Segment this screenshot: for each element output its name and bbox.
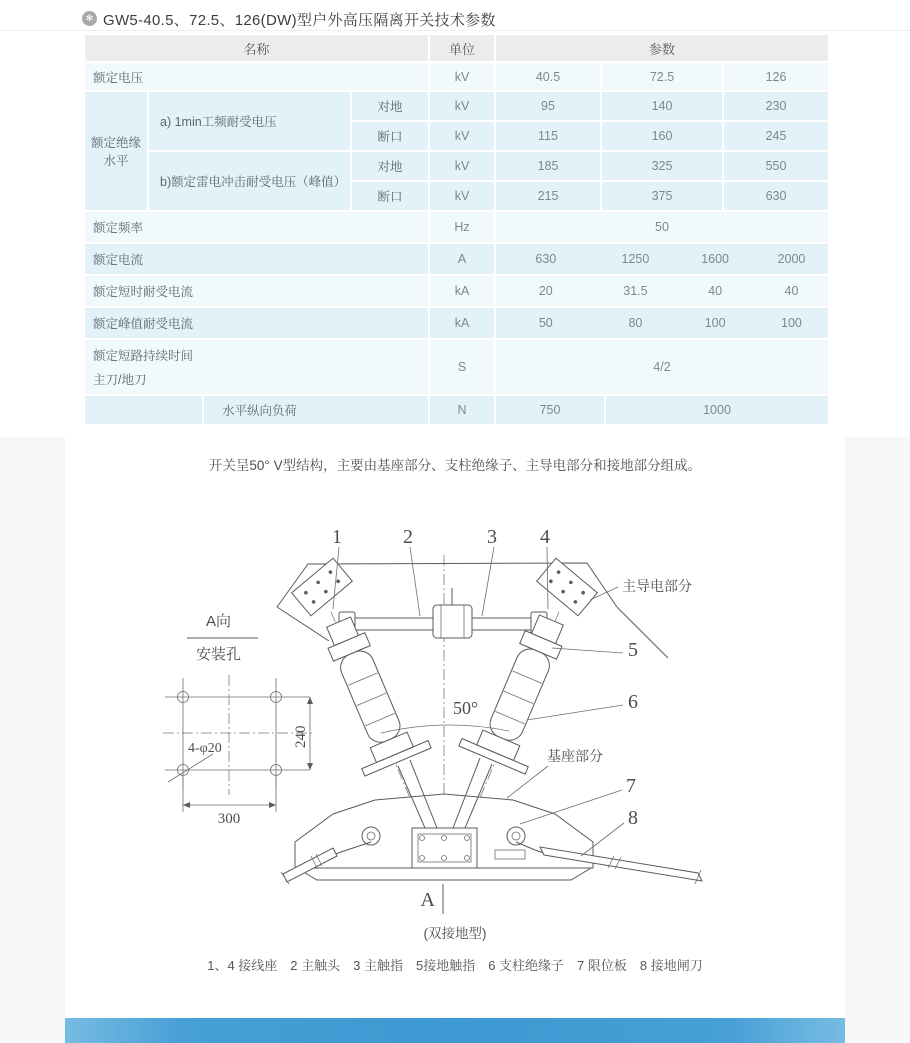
- value-cell: 140: [602, 92, 722, 120]
- value-cell: 31.5: [623, 284, 648, 298]
- row-name-line2: 主刀/地刀: [93, 373, 147, 387]
- position-cell: 断口: [352, 182, 428, 210]
- view-a-marker: [421, 884, 443, 914]
- table-row-rated-current: [85, 244, 828, 274]
- insulation-group-b: [149, 152, 828, 210]
- row-values: [496, 276, 828, 306]
- col-header-param: 参数: [496, 35, 828, 61]
- value-cell: 2000: [777, 252, 806, 266]
- row-unit: kV: [430, 63, 494, 90]
- table-row: [352, 122, 828, 150]
- value-cell: 95: [496, 92, 600, 120]
- row-values: [496, 63, 828, 90]
- section-title-bar: [0, 0, 910, 31]
- value-cell: 215: [496, 182, 600, 210]
- label-view-a: A向: [206, 613, 232, 630]
- table-row-peak-current: [85, 308, 828, 338]
- row-name: 额定峰值耐受电流: [85, 308, 428, 338]
- insulation-groups: [149, 92, 828, 210]
- value-cell: 40: [708, 284, 723, 298]
- lower-section: [0, 437, 910, 1043]
- technical-parameters-table: [85, 35, 828, 424]
- insulation-group-a: [149, 92, 828, 150]
- center-contact-box: [433, 605, 472, 638]
- dim-300: 300: [217, 811, 241, 827]
- structure-diagram: [65, 490, 845, 915]
- label-mounting-holes: 安装孔: [196, 646, 242, 663]
- value-cell-span: 50: [496, 212, 828, 242]
- row-unit: kA: [430, 276, 494, 306]
- figure-legend: 1、4 接线座 2 主触头 3 主触指 5接地触指 6 支柱绝缘子 7 限位板 8 接地闸刀: [207, 958, 703, 973]
- value-cell: 630: [535, 252, 557, 266]
- value-cell: 115: [496, 122, 600, 150]
- callout-1: 1: [332, 526, 342, 548]
- page-title: GW5-40.5、72.5、126(DW)型户外高压隔离开关技术参数: [103, 12, 496, 29]
- callout-8: 8: [628, 807, 638, 829]
- position-cell: 对地: [352, 92, 428, 120]
- row-unit: Hz: [430, 212, 494, 242]
- section-badge-icon: ✻: [82, 11, 97, 26]
- value-cell: 325: [602, 152, 722, 180]
- callout-3: 3: [487, 526, 497, 548]
- base-assembly: [295, 758, 593, 880]
- label-view-marker: A: [420, 889, 435, 911]
- empty-cell: [85, 396, 202, 424]
- figure-intro-text: 开关呈50° V型结构，主要由基座部分、支柱绝缘子、主导电部分和接地部分组成。: [208, 458, 702, 473]
- row-name-line1: 额定短路持续时间: [93, 349, 194, 363]
- row-unit: A: [430, 244, 494, 274]
- label-hole-spec: 4-φ20: [188, 741, 222, 756]
- table-row-rated-frequency: [85, 212, 828, 242]
- value-cell: 100: [781, 316, 802, 330]
- table-row-insulation-level: [85, 92, 828, 210]
- main-conductive-tube: [339, 588, 547, 638]
- row-name: 额定绝缘水平: [85, 92, 147, 210]
- label-main-conductive: 主导电部分: [622, 578, 692, 594]
- row-name: 水平纵向负荷: [204, 396, 428, 424]
- value-cell: 20: [538, 284, 553, 298]
- table-row: [352, 152, 828, 180]
- value-cell: 550: [724, 152, 828, 180]
- callout-7: 7: [626, 775, 636, 797]
- value-cell: 50: [538, 316, 553, 330]
- angle-label: 50°: [453, 698, 479, 718]
- table-row-short-circuit-duration: [85, 340, 828, 394]
- value-cell: 245: [724, 122, 828, 150]
- position-cell: 断口: [352, 122, 428, 150]
- value-cell: 1000: [606, 396, 828, 424]
- callout-2: 2: [403, 526, 413, 548]
- table-row-longitudinal-load: [85, 396, 828, 424]
- col-header-unit: 单位: [430, 35, 494, 61]
- value-cell: 1600: [701, 252, 730, 266]
- value-cell: 80: [628, 316, 643, 330]
- group-a-label: a) 1min工频耐受电压: [149, 92, 350, 150]
- callout-5: 5: [628, 639, 638, 661]
- group-b-rows: [352, 152, 828, 210]
- table-header-row: [85, 35, 828, 61]
- callouts: [332, 526, 550, 616]
- post-insulator-left: [305, 608, 431, 776]
- table-row-short-time-current: [85, 276, 828, 306]
- value-cell: 126: [724, 63, 828, 90]
- value-cell: 750: [496, 396, 604, 424]
- row-name: 额定电流: [85, 244, 428, 274]
- table-row: [352, 92, 828, 120]
- position-cell: 对地: [352, 152, 428, 180]
- value-cell: 630: [724, 182, 828, 210]
- callout-6: 6: [628, 691, 638, 713]
- row-values: [496, 308, 828, 338]
- table-row: [352, 182, 828, 210]
- value-cell: 72.5: [602, 63, 722, 90]
- group-b-label: b)额定雷电冲击耐受电压（峰值）: [149, 152, 350, 210]
- terminal-pad-left: [292, 558, 353, 616]
- row-name: 额定频率: [85, 212, 428, 242]
- unit-cell: kV: [430, 92, 494, 120]
- callout-4: 4: [540, 526, 550, 548]
- top-section: [0, 0, 910, 437]
- value-cell: 40: [784, 284, 799, 298]
- value-cell: 185: [496, 152, 600, 180]
- value-cell: 40.5: [496, 63, 600, 90]
- figure-type-caption: (双接地型): [423, 926, 487, 941]
- row-name: [85, 340, 428, 394]
- col-header-name: 名称: [85, 35, 428, 61]
- row-values: [496, 244, 828, 274]
- unit-cell: kV: [430, 182, 494, 210]
- value-cell-span: 4/2: [496, 340, 828, 394]
- value-cell: 230: [724, 92, 828, 120]
- row-name: 额定短时耐受电流: [85, 276, 428, 306]
- table-row-rated-voltage: [85, 63, 828, 90]
- value-cell: 100: [704, 316, 726, 330]
- value-cell: 1250: [621, 252, 650, 266]
- row-unit: kA: [430, 308, 494, 338]
- mounting-hole-view: [163, 613, 313, 827]
- group-a-rows: [352, 92, 828, 150]
- dim-240: 240: [293, 725, 309, 748]
- row-name: 额定电压: [85, 63, 428, 90]
- unit-cell: kV: [430, 122, 494, 150]
- unit-cell: kV: [430, 152, 494, 180]
- footer-accent-bar: [65, 1018, 845, 1043]
- terminal-pad-right: [537, 558, 598, 616]
- label-base: 基座部分: [547, 748, 603, 764]
- row-unit: S: [430, 340, 494, 394]
- value-cell: 160: [602, 122, 722, 150]
- row-unit: N: [430, 396, 494, 424]
- value-cell: 375: [602, 182, 722, 210]
- figure-panel: [65, 437, 845, 1018]
